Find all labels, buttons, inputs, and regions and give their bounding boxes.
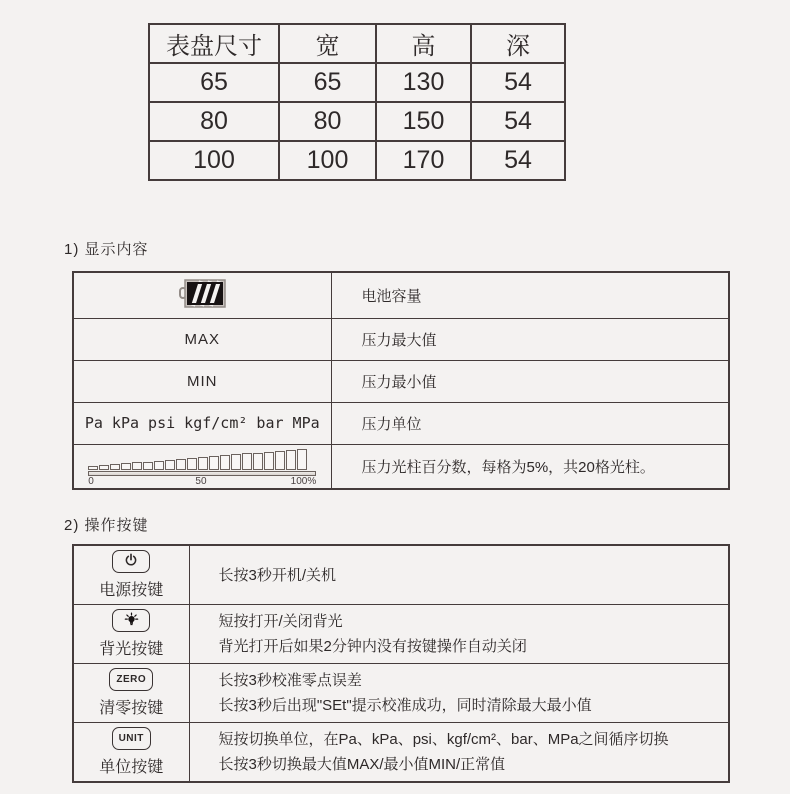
cell-dial: 80	[149, 102, 279, 141]
power-key-label: 电源按键	[99, 582, 164, 599]
header-height: 高	[376, 24, 471, 63]
scale-label-0: 0	[88, 475, 94, 487]
bar-graph-segment	[121, 463, 131, 470]
battery-desc: 电池容量	[331, 272, 729, 318]
cell-height: 150	[376, 102, 471, 141]
table-row	[73, 444, 729, 489]
power-key-desc	[189, 545, 729, 605]
max-desc: 压力最大值	[331, 318, 729, 360]
cell-width: 65	[279, 63, 376, 102]
backlight-icon	[124, 612, 139, 630]
bar-graph-desc: 压力光柱百分数，每格为5%，共20格光柱。	[331, 444, 729, 489]
bar-graph-segment	[220, 455, 230, 470]
backlight-key-desc	[189, 605, 729, 664]
zero-key-label: 清零按键	[99, 700, 164, 717]
backlight-key	[112, 609, 150, 632]
operation-keys-table	[72, 544, 730, 783]
backlight-key-cell	[73, 605, 189, 664]
scale-label-50: 50	[195, 475, 207, 487]
bar-graph-segment	[275, 451, 285, 470]
table-row	[73, 605, 729, 664]
bar-graph-segment	[176, 459, 186, 470]
bar-graph-cell	[73, 444, 331, 489]
cell-depth: 54	[471, 141, 565, 180]
bar-graph-segment	[297, 449, 307, 470]
min-symbol: MIN	[73, 360, 331, 402]
pressure-units-symbol: Pa kPa psi kgf/cm² bar MPa	[73, 402, 331, 444]
table-row	[73, 360, 729, 402]
bar-graph-segment	[154, 461, 164, 470]
header-dial-size: 表盘尺寸	[149, 24, 279, 63]
table-row	[149, 141, 565, 180]
power-key	[112, 550, 150, 573]
bar-graph-segment	[253, 453, 263, 470]
scale-label-100: 100%	[290, 475, 317, 487]
dimensions-table	[148, 23, 566, 181]
unit-key-label: 单位按键	[99, 759, 164, 776]
bar-graph-segment	[143, 462, 153, 470]
cell-dial: 65	[149, 63, 279, 102]
cell-width: 100	[279, 141, 376, 180]
desc-line: 短按打开/关闭背光	[218, 613, 343, 630]
section-title-operation-keys: 2) 操作按键	[64, 517, 149, 534]
bar-graph-segment	[198, 457, 208, 470]
pressure-units-desc: 压力单位	[331, 402, 729, 444]
table-row	[73, 723, 729, 783]
table-row	[149, 63, 565, 102]
bar-graph-segment	[165, 460, 175, 470]
cell-height: 170	[376, 141, 471, 180]
desc-line: 长按3秒后出现"SEt"提示校准成功，同时清除最大最小值	[218, 697, 592, 714]
bar-graph-scale	[88, 476, 316, 488]
zero-key-cell	[73, 664, 189, 723]
desc-line: 长按3秒切换最大值MAX/最小值MIN/正常值	[218, 756, 506, 773]
table-header-row	[149, 24, 565, 63]
battery-symbol-cell	[73, 272, 331, 318]
desc-line: 背光打开后如果2分钟内没有按键操作自动关闭	[218, 638, 527, 655]
bar-graph-segment	[264, 452, 274, 470]
desc-line: 短按切换单位，在Pa、kPa、psi、kgf/cm²、bar、MPa之间循序切换	[218, 731, 669, 748]
table-row	[73, 545, 729, 605]
power-icon	[124, 553, 138, 570]
min-desc: 压力最小值	[331, 360, 729, 402]
table-row	[73, 318, 729, 360]
header-depth: 深	[471, 24, 565, 63]
table-row	[73, 664, 729, 723]
bar-graph-segment	[132, 462, 142, 470]
cell-height: 130	[376, 63, 471, 102]
bar-graph-segment	[110, 464, 120, 470]
max-symbol: MAX	[73, 318, 331, 360]
unit-key: UNIT	[112, 727, 151, 750]
desc-line: 长按3秒校准零点误差	[218, 672, 362, 689]
table-row	[73, 402, 729, 444]
bar-graph-segment	[187, 458, 197, 470]
zero-key: ZERO	[109, 668, 153, 691]
power-key-cell	[73, 545, 189, 605]
cell-depth: 54	[471, 102, 565, 141]
bar-graph-segment	[231, 454, 241, 470]
unit-key-desc	[189, 723, 729, 783]
bar-graph-segment	[286, 450, 296, 470]
bar-graph-segment	[242, 453, 252, 470]
battery-icon	[176, 276, 228, 314]
cell-width: 80	[279, 102, 376, 141]
display-content-table	[72, 271, 730, 490]
bar-graph-segments	[88, 448, 316, 470]
zero-key-desc	[189, 664, 729, 723]
desc-line: 长按3秒开机/关机	[218, 566, 337, 584]
backlight-key-label: 背光按键	[99, 641, 164, 658]
bar-graph-segment	[99, 465, 109, 470]
unit-key-cell	[73, 723, 189, 783]
section-title-display-content: 1) 显示内容	[64, 241, 149, 258]
cell-dial: 100	[149, 141, 279, 180]
cell-depth: 54	[471, 63, 565, 102]
table-row	[73, 272, 729, 318]
bar-graph-icon	[88, 445, 316, 488]
bar-graph-segment	[88, 466, 98, 470]
table-row	[149, 102, 565, 141]
header-width: 宽	[279, 24, 376, 63]
bar-graph-segment	[209, 456, 219, 470]
